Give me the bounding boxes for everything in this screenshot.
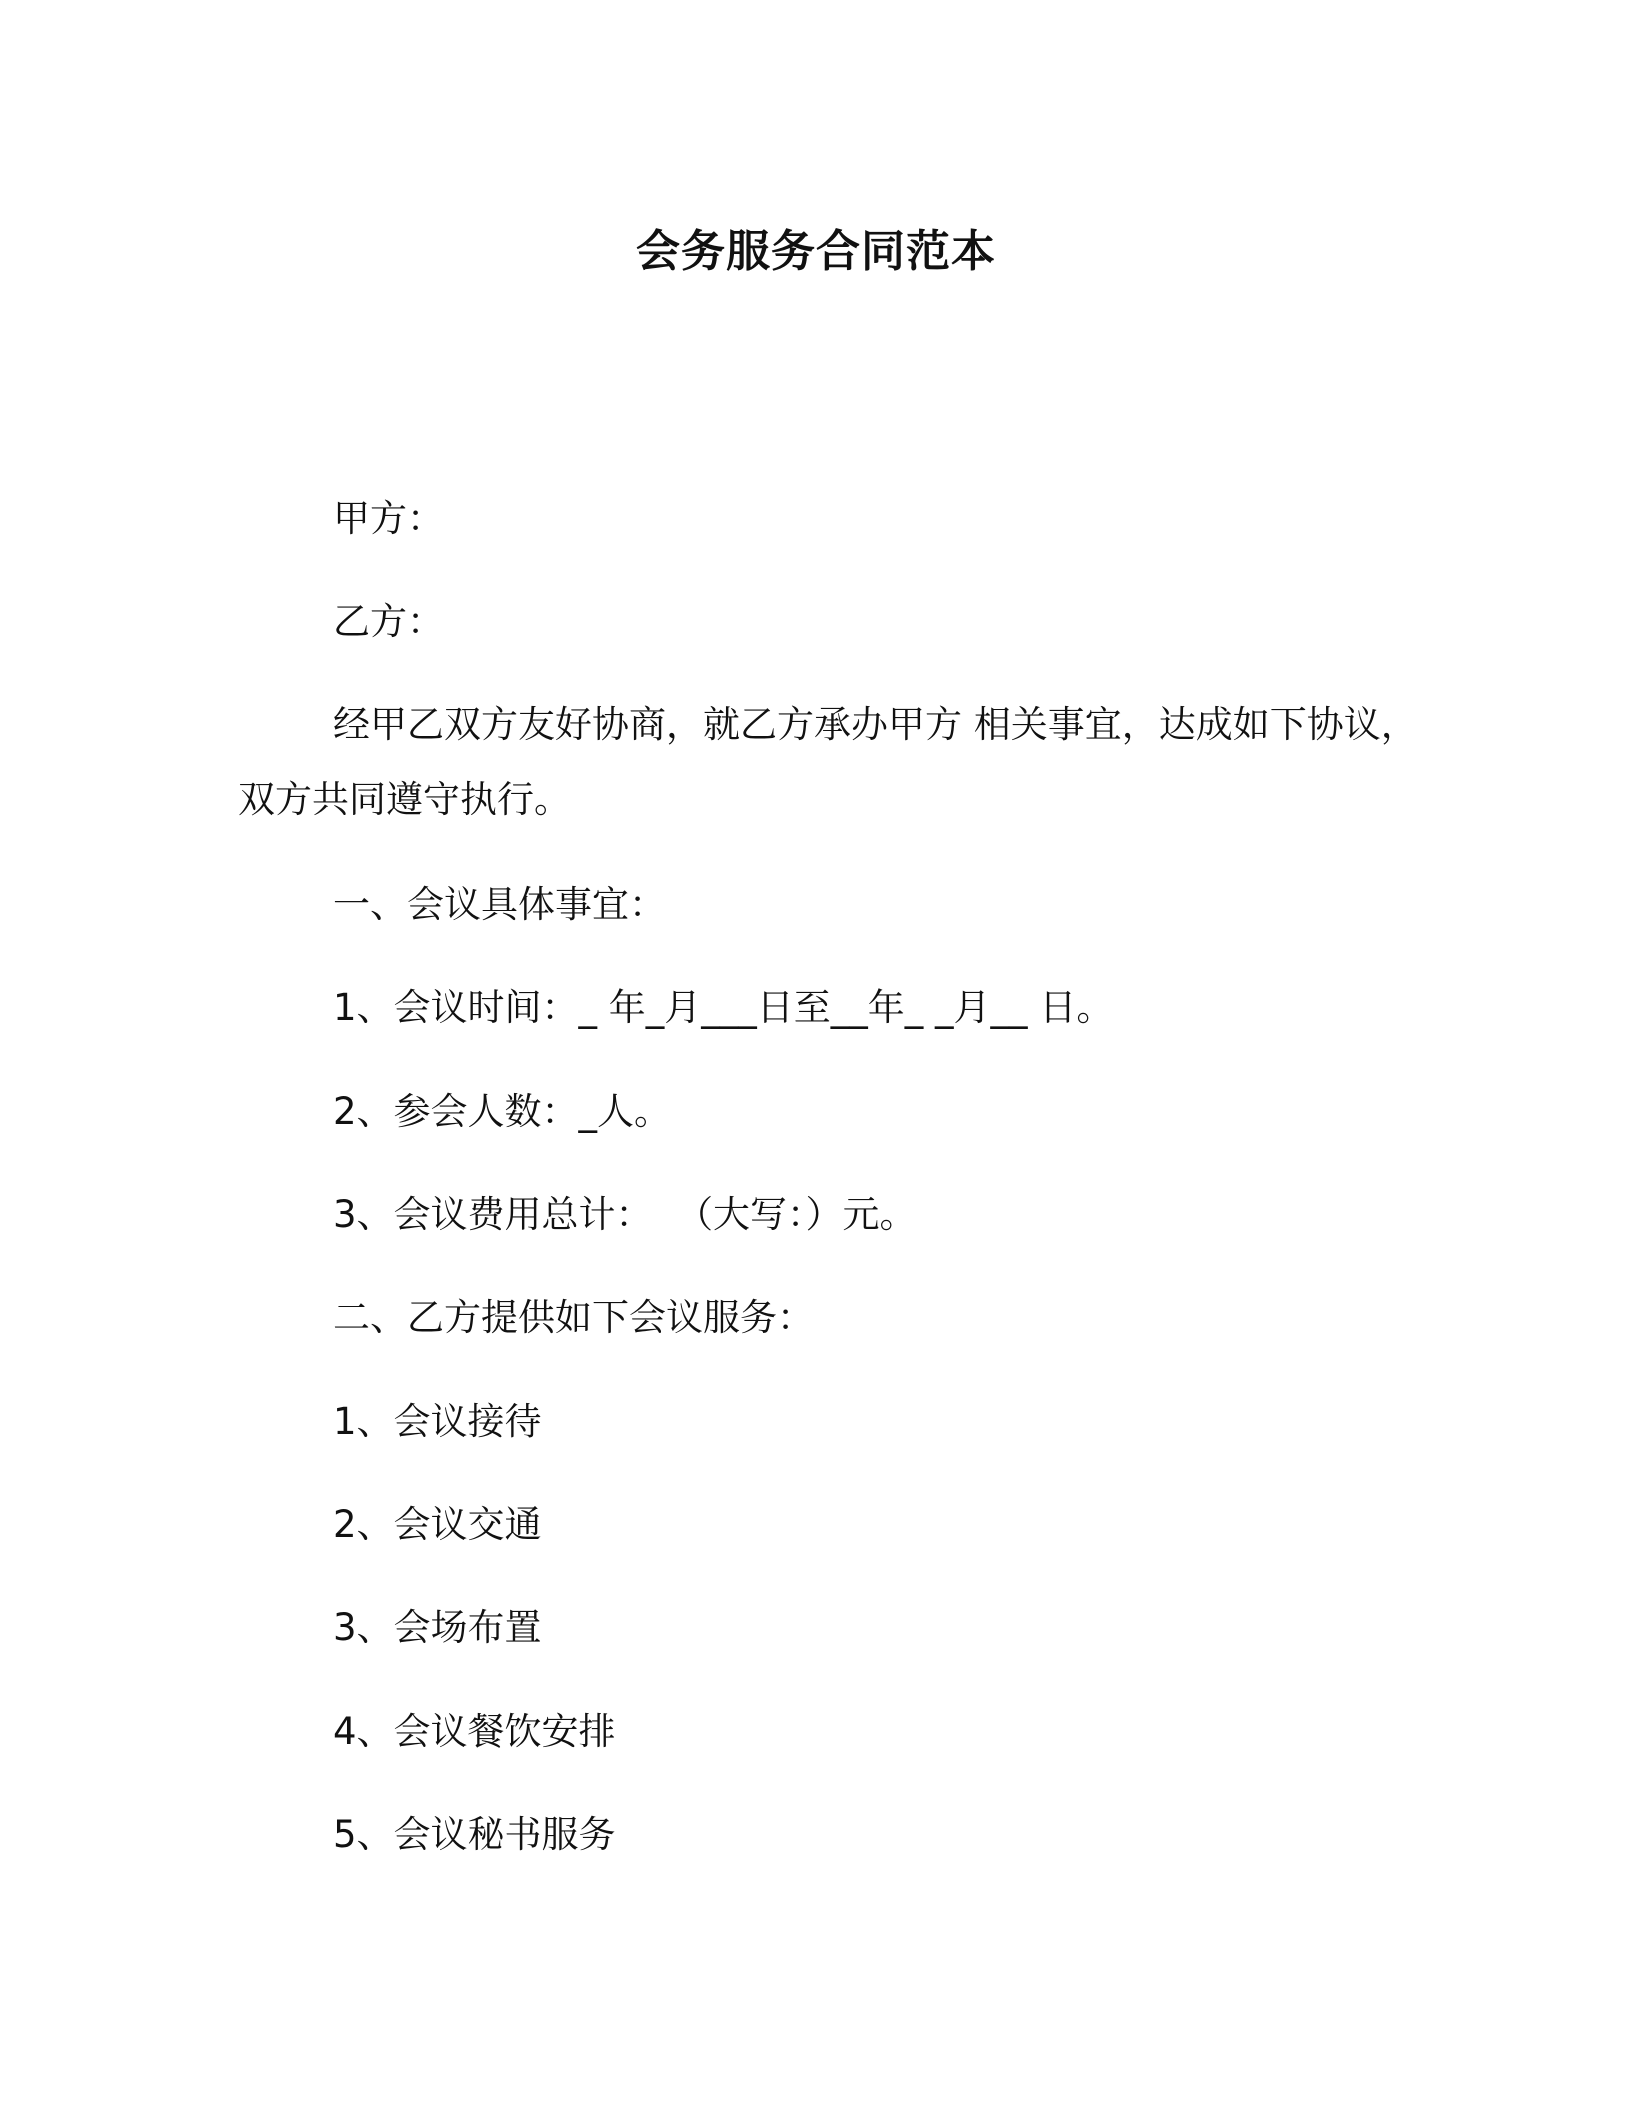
section-2-heading: 二、乙方提供如下会议服务： xyxy=(333,1296,814,1339)
intro-paragraph-line-2: 双方共同遵守执行。 xyxy=(238,778,571,821)
section-1-heading: 一、会议具体事宜： xyxy=(333,883,666,926)
section-1-item-cost: 3、会议费用总计： （大写：）元。 xyxy=(333,1193,917,1236)
section-2-item-venue: 3、会场布置 xyxy=(333,1606,542,1649)
section-2-item-catering: 4、会议餐饮安排 xyxy=(333,1710,616,1753)
document-title: 会务服务合同范本 xyxy=(636,226,996,277)
party-a-label: 甲方： xyxy=(333,497,444,540)
section-2-item-secretary: 5、会议秘书服务 xyxy=(333,1813,616,1856)
section-2-item-transport: 2、会议交通 xyxy=(333,1503,542,1546)
party-b-label: 乙方： xyxy=(333,600,444,643)
section-2-item-reception: 1、会议接待 xyxy=(333,1400,542,1443)
section-1-item-attendees: 2、参会人数：_人。 xyxy=(333,1090,672,1133)
intro-paragraph-line-1: 经甲乙双方友好协商，就乙方承办甲方 相关事宜，达成如下协议， xyxy=(333,703,1418,746)
section-1-item-time: 1、会议时间：_ 年_月___日至__年_ _月__ 日。 xyxy=(333,986,1114,1029)
